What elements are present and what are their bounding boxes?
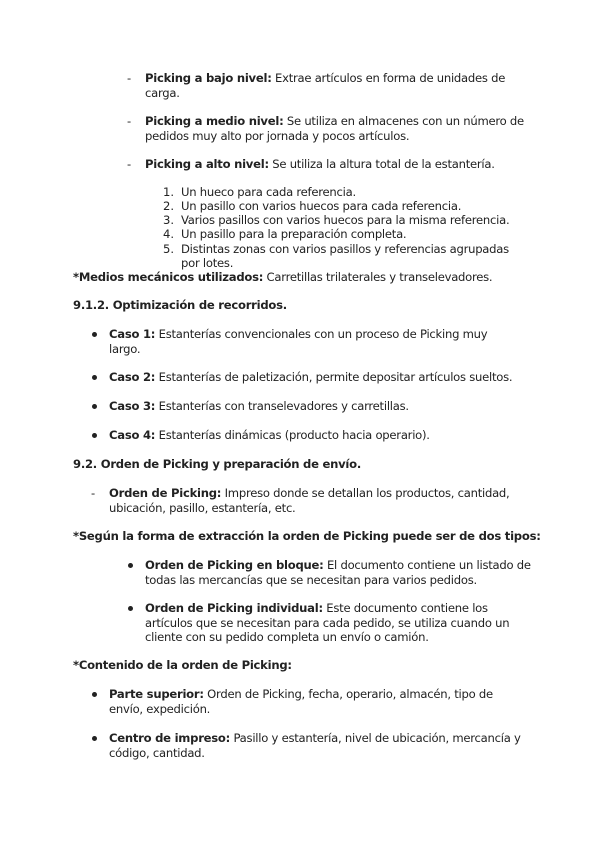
bullet-dot — [92, 433, 97, 438]
numbered-item-4: Un pasillo para la preparación completa. — [181, 227, 407, 241]
tipo-bloque-line2: todas las mercancías que se necesitan para varios pedidos. — [145, 573, 477, 587]
contenido-centro-line2: código, cantidad. — [109, 746, 205, 760]
number-marker: 1. — [163, 185, 175, 199]
bullet-dot — [92, 692, 97, 697]
orden-line2: ubicación, pasillo, estantería, etc. — [109, 501, 296, 515]
caso-3-label: Caso 3: — [109, 399, 156, 413]
caso-4-text: Estanterías dinámicas (producto hacia operario). — [155, 428, 430, 442]
numbered-item-5: Distintas zonas con varios pasillos y referencias agrupadas — [181, 242, 509, 256]
caso-3-text: Estanterías con transelevadores y carretillas. — [155, 399, 409, 413]
orden-label: Orden de Picking: — [109, 486, 222, 500]
picking-bajo-desc: Extrae artículos en forma de unidades de — [271, 71, 506, 85]
dash-marker: - — [127, 114, 132, 128]
caso-2-text: Estanterías de paletización, permite depositar artículos sueltos. — [155, 370, 513, 384]
tipo-bloque-text: El documento contiene un listado de — [323, 558, 531, 572]
caso-1-label: Caso 1: — [109, 327, 156, 341]
medios-label: *Medios mecánicos utilizados: — [73, 270, 264, 284]
caso-1-line1 — [109, 327, 487, 342]
picking-medio-desc: Se utiliza en almacenes con un número de — [283, 114, 524, 128]
caso-1-text: Estanterías convencionales con un proceso de Picking muy — [155, 327, 488, 341]
caso-4-label: Caso 4: — [109, 428, 156, 442]
picking-alto-line1 — [145, 157, 495, 172]
tipo-individual-line2: artículos que se necesitan para cada pedido, se utiliza cuando un — [145, 616, 510, 630]
tipo-individual-text: Este documento contiene los — [322, 601, 488, 615]
numbered-item-2: Un pasillo con varios huecos para cada referencia. — [181, 199, 462, 213]
contenido-superior-line2: envío, expedición. — [109, 702, 211, 716]
orden-text: Impreso donde se detallan los productos, cantidad, — [221, 486, 510, 500]
dash-marker: - — [127, 157, 132, 171]
caso-3-line1 — [109, 399, 409, 414]
caso-2-line1 — [109, 370, 512, 385]
tipo-individual-line1 — [145, 601, 488, 616]
picking-bajo-line1 — [145, 71, 505, 86]
picking-medio-line2: pedidos muy alto por jornada y pocos artículos. — [145, 129, 410, 143]
picking-alto-term: Picking a alto nivel: — [145, 157, 269, 171]
picking-medio-line1 — [145, 114, 524, 129]
dash-marker: - — [91, 486, 96, 500]
contenido-centro-line1 — [109, 731, 521, 746]
contenido-superior-label: Parte superior: — [109, 687, 204, 701]
number-marker: 2. — [163, 199, 175, 213]
medios-line — [73, 270, 492, 285]
bullet-dot — [92, 736, 97, 741]
bullet-dot — [128, 563, 133, 568]
tipo-bloque-line1 — [145, 558, 531, 573]
caso-2-label: Caso 2: — [109, 370, 156, 384]
tipo-individual-label: Orden de Picking individual: — [145, 601, 323, 615]
picking-bajo-line2: carga. — [145, 86, 180, 100]
bullet-dot — [92, 375, 97, 380]
contenido-superior-line1 — [109, 687, 493, 702]
number-marker: 5. — [163, 242, 175, 256]
caso-4-line1 — [109, 428, 430, 443]
picking-medio-term: Picking a medio nivel: — [145, 114, 284, 128]
caso-1-line2: largo. — [109, 342, 141, 356]
number-marker: 4. — [163, 227, 175, 241]
tipo-individual-line3: cliente con su pedido completa un envío o camión. — [145, 630, 429, 644]
tipo-bloque-label: Orden de Picking en bloque: — [145, 558, 324, 572]
contenido-superior-text: Orden de Picking, fecha, operario, almacén, tipo de — [203, 687, 493, 701]
bullet-dot — [92, 404, 97, 409]
bullet-dot — [128, 606, 133, 611]
contenido-centro-text: Pasillo y estantería, nivel de ubicación, mercancía y — [230, 731, 521, 745]
section-heading-912: 9.1.2. Optimización de recorridos. — [73, 298, 287, 312]
picking-alto-desc: Se utiliza la altura total de la estantería. — [268, 157, 495, 171]
picking-bajo-term: Picking a bajo nivel: — [145, 71, 272, 85]
section-heading-92: 9.2. Orden de Picking y preparación de envío. — [73, 457, 362, 471]
numbered-item-5-cont: por lotes. — [181, 256, 234, 270]
segun-heading: *Según la forma de extracción la orden de Picking puede ser de dos tipos: — [73, 529, 541, 543]
medios-text: Carretillas trilaterales y transelevadores. — [263, 270, 493, 284]
dash-marker: - — [127, 71, 132, 85]
orden-line1 — [109, 486, 509, 501]
number-marker: 3. — [163, 213, 175, 227]
numbered-item-3: Varios pasillos con varios huecos para la misma referencia. — [181, 213, 510, 227]
numbered-item-1: Un hueco para cada referencia. — [181, 185, 356, 199]
contenido-heading: *Contenido de la orden de Picking: — [73, 658, 292, 672]
contenido-centro-label: Centro de impreso: — [109, 731, 231, 745]
bullet-dot — [92, 332, 97, 337]
